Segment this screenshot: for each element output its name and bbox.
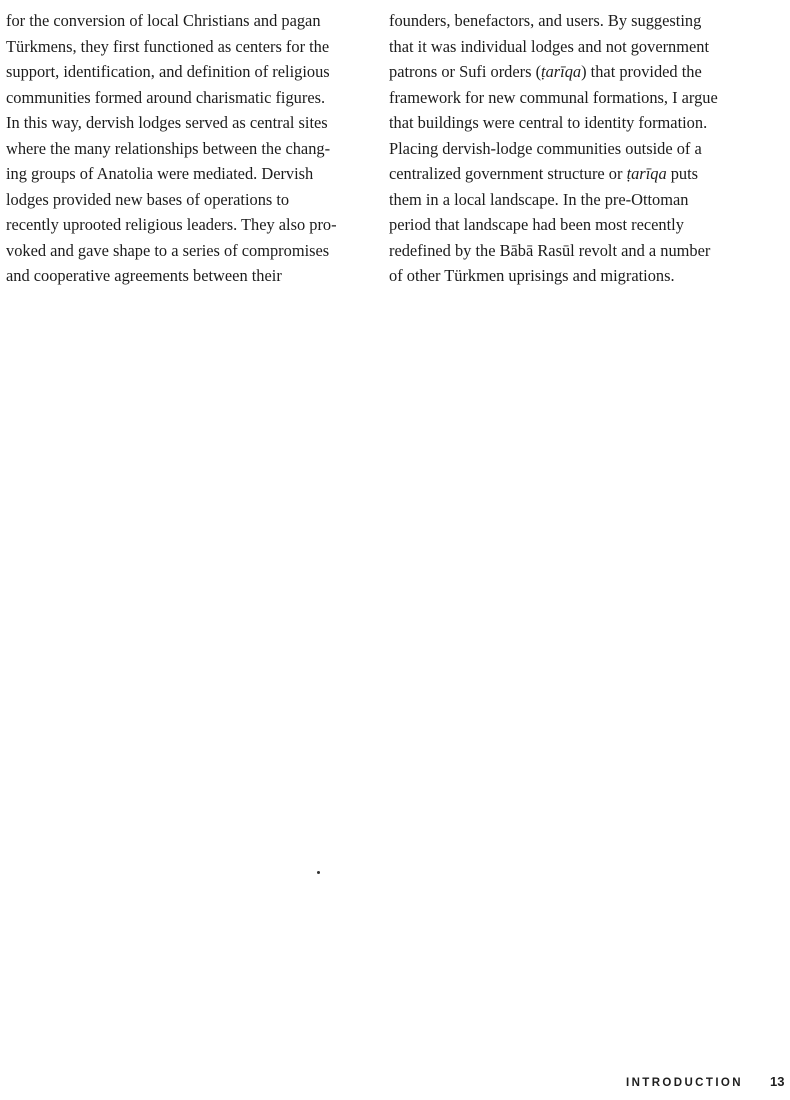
text-line: of other Türkmen uprisings and migrations. [389,266,675,285]
text-line: Türkmens, they first functioned as centers for the [6,36,330,56]
page-number: 13 [770,1074,785,1089]
text-line: recently uprooted religious leaders. They also pro- [6,215,337,234]
text-line: that buildings were central to identity formation. [389,113,708,132]
left-text-column [6,8,366,289]
text-line: them in a local landscape. In the pre-Ottoman [389,189,689,209]
text-segment: ) that provided the [581,62,702,81]
text-line [389,59,749,85]
text-line: communities formed around charismatic figures. [6,87,326,107]
text-line: framework for new communal formations, I argue [389,87,718,107]
text-segment: centralized government structure or [389,164,627,183]
right-text-column [389,8,749,289]
text-line: founders, benefactors, and users. By suggesting [389,11,702,30]
text-line: that it was individual lodges and not government [389,36,710,56]
text-line [389,161,749,187]
text-line: Placing dervish-lodge communities outside of a [389,138,702,158]
text-line: for the conversion of local Christians and pagan [6,11,321,30]
text-line: voked and gave shape to a series of compromises [6,240,330,260]
text-line: period that landscape had been most recently [389,215,684,234]
text-line: ing groups of Anatolia were mediated. Dervish [6,164,314,183]
text-line: support, identification, and definition of religious [6,62,330,81]
italic-term: ṭarīqa [626,164,667,183]
scan-speck [317,871,320,874]
text-line: and cooperative agreements between their [6,266,282,285]
text-line: In this way, dervish lodges served as central sites [6,113,328,132]
page-footer [0,1075,790,1095]
text-segment: patrons or Sufi orders ( [389,62,542,81]
running-head: INTRODUCTION [626,1077,743,1089]
text-line: redefined by the Bābā Rasūl revolt and a number [389,240,711,260]
text-segment: puts [666,164,699,183]
text-line: where the many relationships between the chang- [6,138,331,158]
text-line: lodges provided new bases of operations to [6,189,290,209]
italic-term: ṭarīqa [541,62,582,81]
